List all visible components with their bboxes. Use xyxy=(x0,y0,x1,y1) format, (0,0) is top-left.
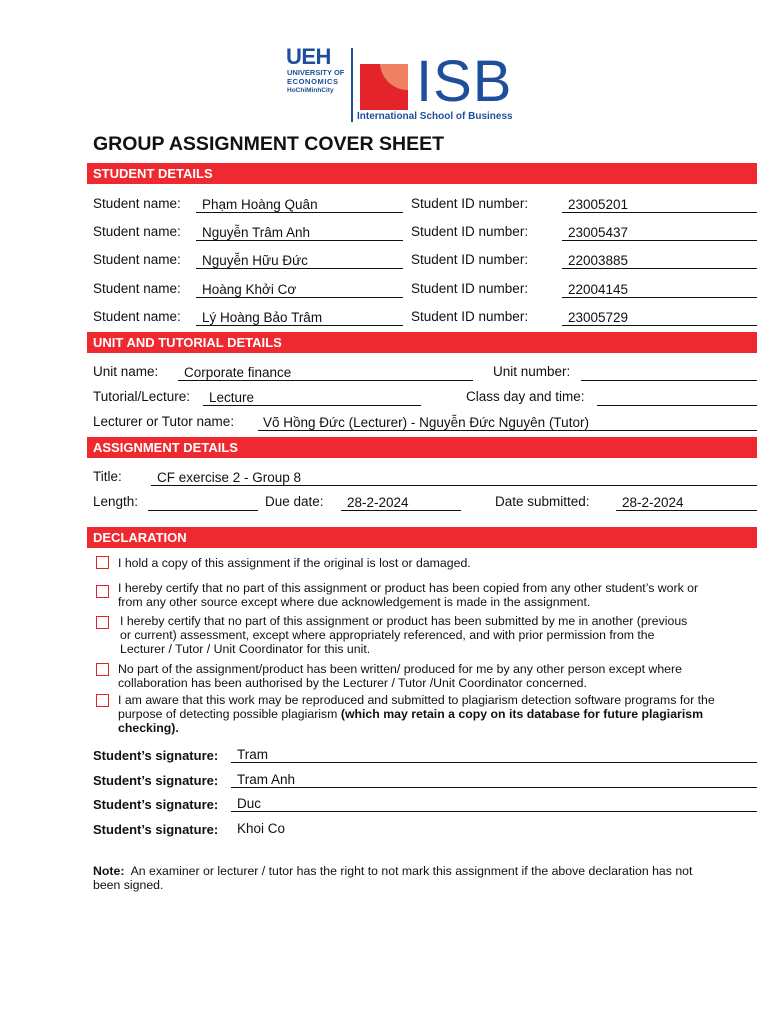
signature-label: Student’s signature: xyxy=(93,748,219,763)
student-name-field[interactable]: Nguyễn Hữu Đức xyxy=(196,252,403,269)
lecturer-label: Lecturer or Tutor name: xyxy=(93,414,235,429)
declaration-text: I am aware that this work may be reproduced and submitted to plagiarism detection software programs for the purpose of detecting possible plagiarism (which may retain a copy on its database for future plagiarism checking). xyxy=(118,693,715,735)
student-name-field[interactable]: Nguyễn Trâm Anh xyxy=(196,224,403,241)
student-id-label: Student ID number: xyxy=(411,252,529,267)
student-name-label: Student name: xyxy=(93,281,181,296)
ueh-logo xyxy=(286,46,350,98)
section-declaration: DECLARATION xyxy=(87,527,757,548)
date-submitted-label: Date submitted: xyxy=(495,494,590,509)
signature-field[interactable]: Tram xyxy=(231,746,757,763)
student-id-label: Student ID number: xyxy=(411,309,529,324)
student-name-label: Student name: xyxy=(93,196,181,211)
student-id-label: Student ID number: xyxy=(411,196,529,211)
signature-field[interactable]: Tram Anh xyxy=(231,771,757,788)
student-id-field[interactable]: 22004145 xyxy=(562,281,757,298)
declaration-text: I hereby certify that no part of this assignment or product has been copied from any other student’s work or from any other source except where due acknowledgement is made in the assignment. xyxy=(118,581,699,609)
declaration-checkbox[interactable] xyxy=(96,694,109,707)
signature-field[interactable]: Duc xyxy=(231,795,757,812)
student-name-label: Student name: xyxy=(93,224,181,239)
unit-name-field[interactable]: Corporate finance xyxy=(178,364,473,381)
student-name-field[interactable]: Hoàng Khởi Cơ xyxy=(196,281,403,298)
unit-number-field[interactable] xyxy=(581,364,757,381)
lecturer-field[interactable]: Võ Hồng Đức (Lecturer) - Nguyễn Đức Nguyên (Tutor) xyxy=(258,414,757,431)
isb-logo-mark xyxy=(360,64,410,110)
due-date-label: Due date: xyxy=(265,494,324,509)
assignment-title-label: Title: xyxy=(93,469,122,484)
student-id-field[interactable]: 22003885 xyxy=(562,252,757,269)
tutorial-lecture-label: Tutorial/Lecture: xyxy=(93,389,191,404)
due-date-field[interactable]: 28-2-2024 xyxy=(341,494,461,511)
ueh-logo-line2: ECONOMICS xyxy=(287,77,339,86)
tutorial-lecture-field[interactable]: Lecture xyxy=(203,389,421,406)
class-day-time-label: Class day and time: xyxy=(466,389,585,404)
class-day-time-field[interactable] xyxy=(597,389,757,406)
declaration-checkbox[interactable] xyxy=(96,663,109,676)
declaration-checkbox[interactable] xyxy=(96,585,109,598)
student-id-field[interactable]: 23005729 xyxy=(562,309,757,326)
isb-logo-subtitle: International School of Business xyxy=(357,111,513,122)
student-name-label: Student name: xyxy=(93,252,181,267)
assignment-title-field[interactable]: CF exercise 2 - Group 8 xyxy=(151,469,757,486)
declaration-text: I hereby certify that no part of this assignment or product has been submitted by me in another (previous or current) assessment, except where appropriately referenced, and with prior permission from the Lecturer / Tutor / Unit Coordinator for this unit. xyxy=(120,614,688,656)
declaration-checkbox[interactable] xyxy=(96,616,109,629)
section-assignment-details: ASSIGNMENT DETAILS xyxy=(87,437,757,458)
isb-logo-text: ISB xyxy=(416,49,513,114)
section-student-details: STUDENT DETAILS xyxy=(87,163,757,184)
logo-divider xyxy=(351,48,353,122)
section-unit-details: UNIT AND TUTORIAL DETAILS xyxy=(87,332,757,353)
student-name-field[interactable]: Lý Hoàng Bảo Trâm xyxy=(196,309,403,326)
signature-label: Student’s signature: xyxy=(93,773,219,788)
signature-field[interactable]: Khoi Co xyxy=(237,821,286,836)
student-id-label: Student ID number: xyxy=(411,281,529,296)
student-id-label: Student ID number: xyxy=(411,224,529,239)
page-title: GROUP ASSIGNMENT COVER SHEET xyxy=(93,133,445,155)
unit-number-label: Unit number: xyxy=(493,364,571,379)
student-name-label: Student name: xyxy=(93,309,181,324)
declaration-text: No part of the assignment/product has been written/ produced for me by any other person except where collaboration has been authorised by the Lecturer / Tutor /Unit Coordinator concerned. xyxy=(118,662,682,690)
student-id-field[interactable]: 23005437 xyxy=(562,224,757,241)
declaration-checkbox[interactable] xyxy=(96,556,109,569)
ueh-logo-line1: UNIVERSITY OF xyxy=(287,68,345,77)
date-submitted-field[interactable]: 28-2-2024 xyxy=(616,494,757,511)
length-label: Length: xyxy=(93,494,139,509)
student-name-field[interactable]: Phạm Hoàng Quân xyxy=(196,196,403,213)
footer-note: Note: An examiner or lecturer / tutor has the right to not mark this assignment if the above declaration has not been signed. xyxy=(93,864,693,892)
unit-name-label: Unit name: xyxy=(93,364,159,379)
length-field[interactable] xyxy=(148,494,258,511)
ueh-logo-line3: HoChiMinhCity xyxy=(287,87,334,94)
signature-label: Student’s signature: xyxy=(93,797,219,812)
ueh-logo-mark: UEH xyxy=(286,44,331,69)
student-id-field[interactable]: 23005201 xyxy=(562,196,757,213)
declaration-text: I hold a copy of this assignment if the original is lost or damaged. xyxy=(118,556,471,570)
signature-label: Student’s signature: xyxy=(93,822,219,837)
